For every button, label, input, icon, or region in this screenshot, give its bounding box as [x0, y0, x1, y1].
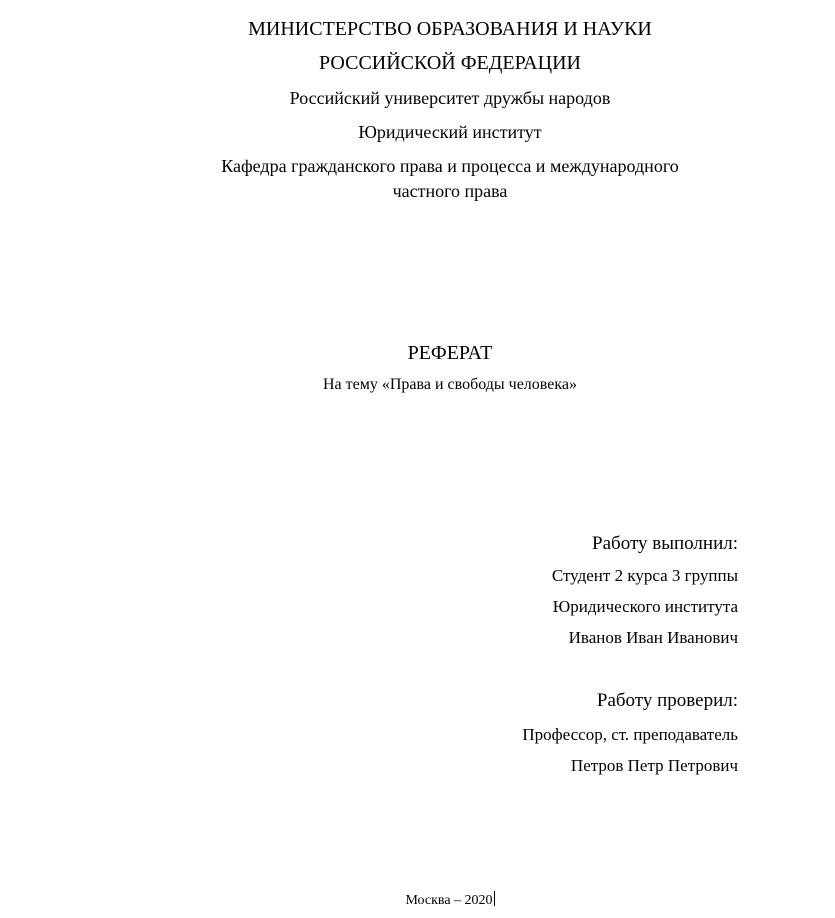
reviewer-position: Профессор, ст. преподаватель [522, 725, 738, 744]
ministry-line-1: МИНИСТЕРСТВО ОБРАЗОВАНИЯ И НАУКИ [248, 18, 652, 40]
author-line-2: Юридического института [552, 597, 738, 616]
document-topic: На тему «Права и свободы человека» [323, 376, 577, 393]
text-cursor [494, 891, 495, 906]
institute-name: Юридический институт [358, 122, 542, 142]
university-name: Российский университет дружбы народов [289, 88, 611, 108]
footer [0, 891, 835, 909]
reviewer-heading: Работу проверил: [596, 690, 738, 711]
author-line-1: Студент 2 курса 3 группы [551, 566, 738, 585]
author-heading: Работу выполнил: [592, 533, 738, 554]
department-line-2: частного права [392, 181, 508, 201]
department-line-1: Кафедра гражданского права и процесса и международного [221, 156, 679, 176]
city-year: Москва – 2020 [405, 893, 493, 908]
author-name: Иванов Иван Иванович [568, 628, 738, 647]
document-type: РЕФЕРАТ [407, 342, 493, 364]
reviewer-name: Петров Петр Петрович [570, 756, 738, 775]
ministry-line-2: РОССИЙСКОЙ ФЕДЕРАЦИИ [319, 52, 581, 74]
